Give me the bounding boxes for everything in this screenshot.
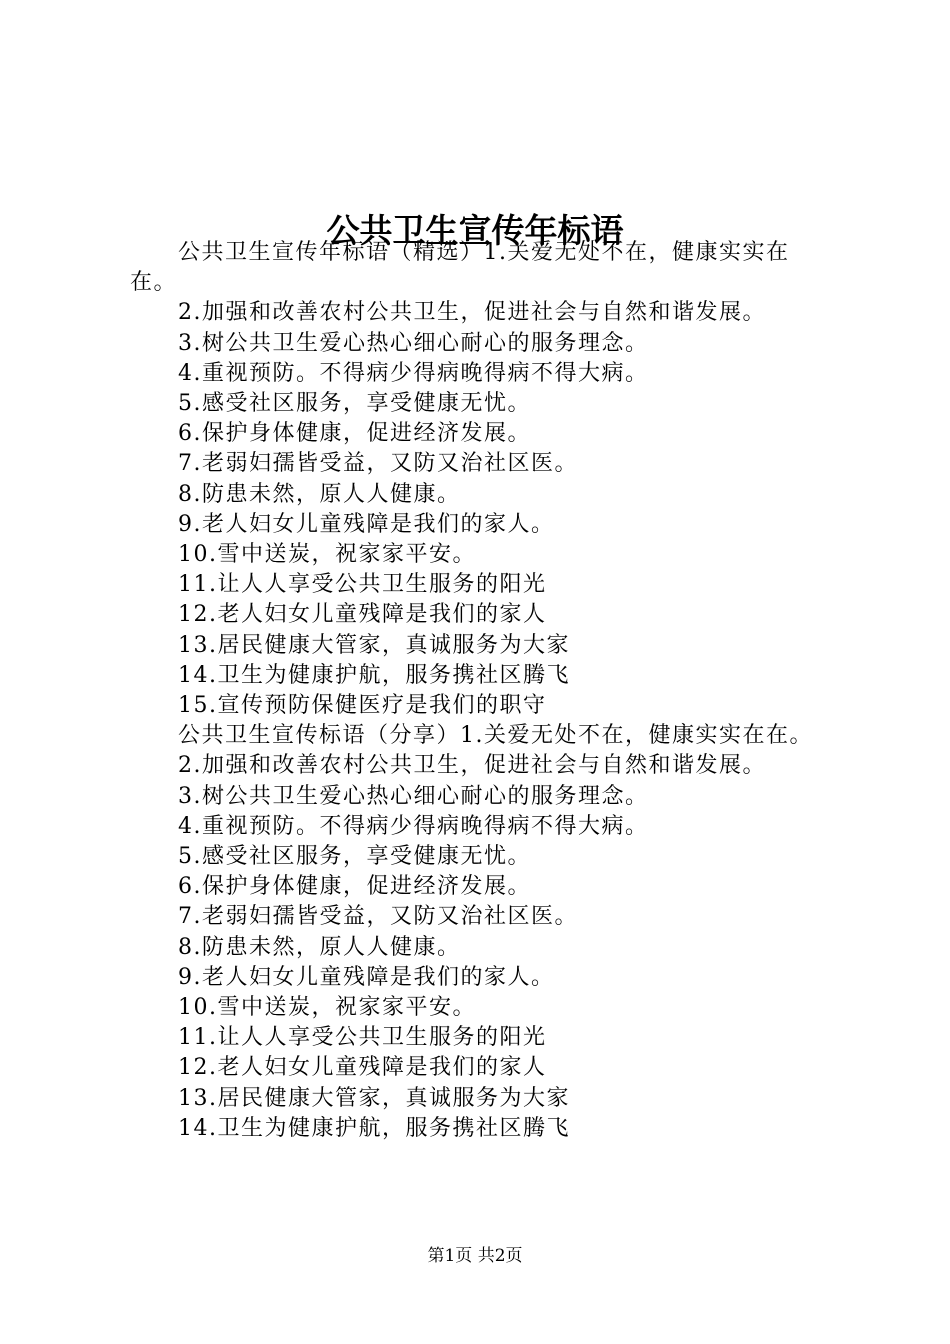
list-item: 6.保护身体健康，促进经济发展。: [178, 874, 531, 900]
section1-list: [130, 298, 834, 721]
list-item: 12.老人妇女儿童残障是我们的家人: [178, 1055, 547, 1081]
list-item: 13.居民健康大管家，真诚服务为大家: [178, 1085, 570, 1111]
list-item: 11.让人人享受公共卫生服务的阳光: [178, 1025, 547, 1051]
page-indicator: 第1页 共2页: [427, 1246, 523, 1266]
list-item: 10.雪中送炭，祝家家平安。: [178, 542, 476, 568]
section1-intro: 公共卫生宣传年标语（精选）1.关爱无处不在，健康实实在在。: [130, 240, 790, 296]
list-item: 5.感受社区服务，享受健康无忧。: [178, 391, 531, 417]
list-item: 7.老弱妇孺皆受益，又防又治社区医。: [178, 904, 578, 930]
list-item: 4.重视预防。不得病少得病晚得病不得大病。: [178, 360, 649, 386]
list-item: 13.居民健康大管家，真诚服务为大家: [178, 632, 570, 658]
list-item: 4.重视预防。不得病少得病晚得病不得大病。: [178, 813, 649, 839]
list-item: 10.雪中送炭，祝家家平安。: [178, 995, 476, 1021]
list-item: 9.老人妇女儿童残障是我们的家人。: [178, 511, 555, 537]
list-item: 6.保护身体健康，促进经济发展。: [178, 421, 531, 447]
list-item: 3.树公共卫生爱心热心细心耐心的服务理念。: [178, 783, 649, 809]
list-item: 15.宣传预防保健医疗是我们的职守: [178, 693, 547, 719]
list-item: 8.防患未然，原人人健康。: [178, 934, 461, 960]
list-item: 5.感受社区服务，享受健康无忧。: [178, 844, 531, 870]
page-footer: [0, 1244, 950, 1268]
section2-intro: 公共卫生宣传标语（分享）1.关爱无处不在，健康实实在在。: [178, 723, 813, 749]
document-body: [130, 238, 834, 1144]
list-item: 2.加强和改善农村公共卫生，促进社会与自然和谐发展。: [178, 300, 766, 326]
list-item: 14.卫生为健康护航，服务携社区腾飞: [178, 662, 570, 688]
list-item: 11.让人人享受公共卫生服务的阳光: [178, 572, 547, 598]
list-item: 12.老人妇女儿童残障是我们的家人: [178, 602, 547, 628]
list-item: 7.老弱妇孺皆受益，又防又治社区医。: [178, 451, 578, 477]
section2-list: [130, 751, 834, 1144]
list-item: 9.老人妇女儿童残障是我们的家人。: [178, 964, 555, 990]
list-item: 8.防患未然，原人人健康。: [178, 481, 461, 507]
list-item: 3.树公共卫生爱心热心细心耐心的服务理念。: [178, 330, 649, 356]
list-item: 14.卫生为健康护航，服务携社区腾飞: [178, 1115, 570, 1141]
list-item: 2.加强和改善农村公共卫生，促进社会与自然和谐发展。: [178, 753, 766, 779]
document-title: 公共卫生宣传年标语: [326, 211, 624, 251]
